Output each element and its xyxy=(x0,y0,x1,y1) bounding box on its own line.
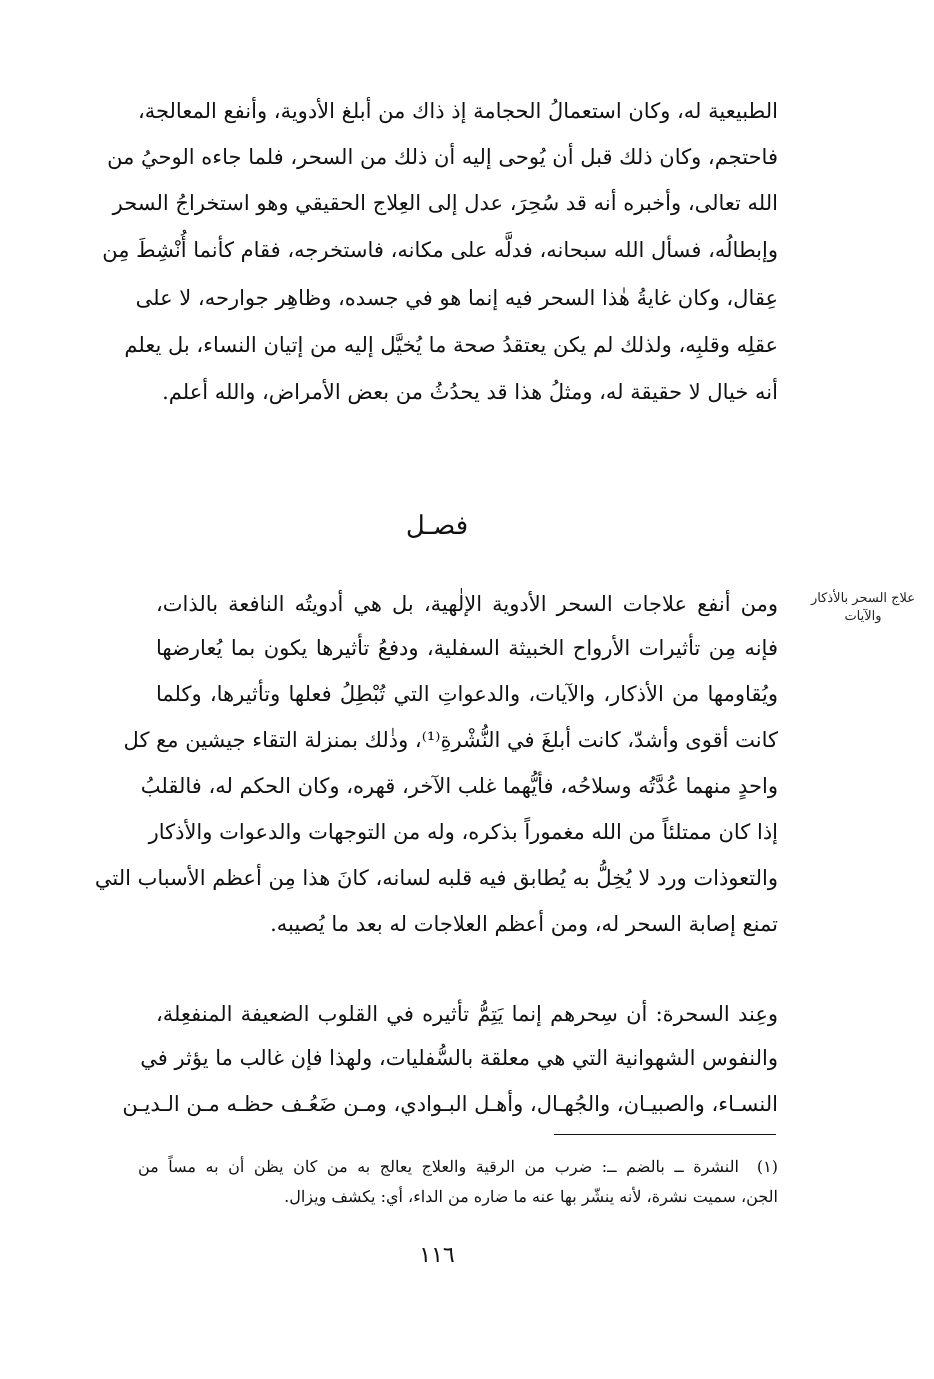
footnote-line: الجن، سميت نشرة، لأنه ينشّر بها عنه ما ضاره من الداء، أي: يكشف ويزال. xyxy=(284,1187,778,1206)
footnote-marker: (١) xyxy=(756,1157,778,1176)
paragraph-1-line: وإبطالُه، فسأل الله سبحانه، فدلَّه على مكانه، فاستخرجه، فقام كأنما أُنْشِطَ مِن xyxy=(102,238,778,262)
paragraph-3-line: والنفوس الشهوانية التي هي معلقة بالسُّفليات، ولهذا فإن غالب ما يؤثر في xyxy=(140,1046,778,1070)
section-heading: فصـل xyxy=(405,511,469,541)
paragraph-3-line: النسـاء، والصبيـان، والجُهـال، وأهـل البـوادي، ومـن ضَعُـف حظـه مـن الـديـن xyxy=(122,1092,778,1116)
paragraph-1-line: فاحتجم، وكان ذلك قبل أن يُوحى إليه أن ذلك من السحر، فلما جاءه الوحيُ من xyxy=(107,145,778,169)
paragraph-2-line: والتعوذات ورد لا يُخِلُّ به يُطابق فيه قلبه لسانه، كانَ هذا مِن أعظم الأسباب التي xyxy=(94,866,778,890)
paragraph-1-line: أنه خيال لا حقيقة له، ومثلُ هذا قد يحدُثُ من بعض الأمراض، والله أعلم. xyxy=(162,380,778,404)
paragraph-1-line: عِقال، وكان غايةُ هٰذا السحر فيه إنما هو في جسده، وظاهِر جوارحه، لا على xyxy=(135,286,778,310)
paragraph-2-line: فإنه مِن تأثيرات الأرواح الخبيثة السفلية، ودفعُ تأثيرها يكون بما يُعارضها xyxy=(156,636,778,660)
paragraph-2-line: واحدٍ منهما عُدَّتُه وسلاحُه، فأيُّهما غلب الآخر، قهره، وكان الحكم له، فالقلبُ xyxy=(140,774,778,798)
footnote-text: النشرة ــ بالضم ــ: ضرب من الرقية والعلاج يعالج به من كان يظن أن به مساً من xyxy=(138,1157,739,1176)
margin-note: علاج السحر بالأذكار والآيات xyxy=(810,591,916,624)
page-number: ١١٦ xyxy=(419,1243,455,1268)
paragraph-2-line: ويُقاومها من الأذكار، والآيات، والدعواتِ التي تُبْطِلُ فعلها وتأثيرها، وكلما xyxy=(156,682,778,706)
paragraph-2-line: إذا كان ممتلئاً من الله مغموراً بذكره، وله من التوجهات والدعوات والأذكار xyxy=(148,820,778,844)
paragraph-2-line: كانت أقوى وأشدّ، كانت أبلغَ في النُّشْرةِ⁽¹⁾، وذٰلك بمنزلة التقاء جيشين مع كل xyxy=(123,728,778,752)
paragraph-1-line: عقلِه وقلبِه، ولذلك لم يكن يعتقدُ صحة ما يُخيَّل إليه من إتيان النساء، بل يعلم xyxy=(124,333,778,357)
paragraph-1-line: الله تعالى، وأخبره أنه قد سُحِرَ، عدل إلى العِلاج الحقيقي وهو استخراجُ السحر xyxy=(112,191,778,215)
paragraph-2-line: ومن أنفع علاجات السحر الأدوية الإلٰهية، بل هي أدويتُه النافعة بالذات، xyxy=(156,592,778,616)
paragraph-1-line: الطبيعية له، وكان استعمالُ الحجامة إذ ذاك من أبلغ الأدوية، وأنفع المعالجة، xyxy=(137,99,778,123)
footnote-divider xyxy=(554,1134,776,1135)
paragraph-3-line: وعِند السحرة: أن سِحرهم إنما يَتِمُّ تأثيره في القلوب الضعيفة المنفعِلة، xyxy=(156,1002,778,1026)
paragraph-2-line: تمنع إصابة السحر له، ومن أعظم العلاجات له بعد ما يُصيبه. xyxy=(270,912,778,936)
footnote-line xyxy=(138,1154,778,1182)
